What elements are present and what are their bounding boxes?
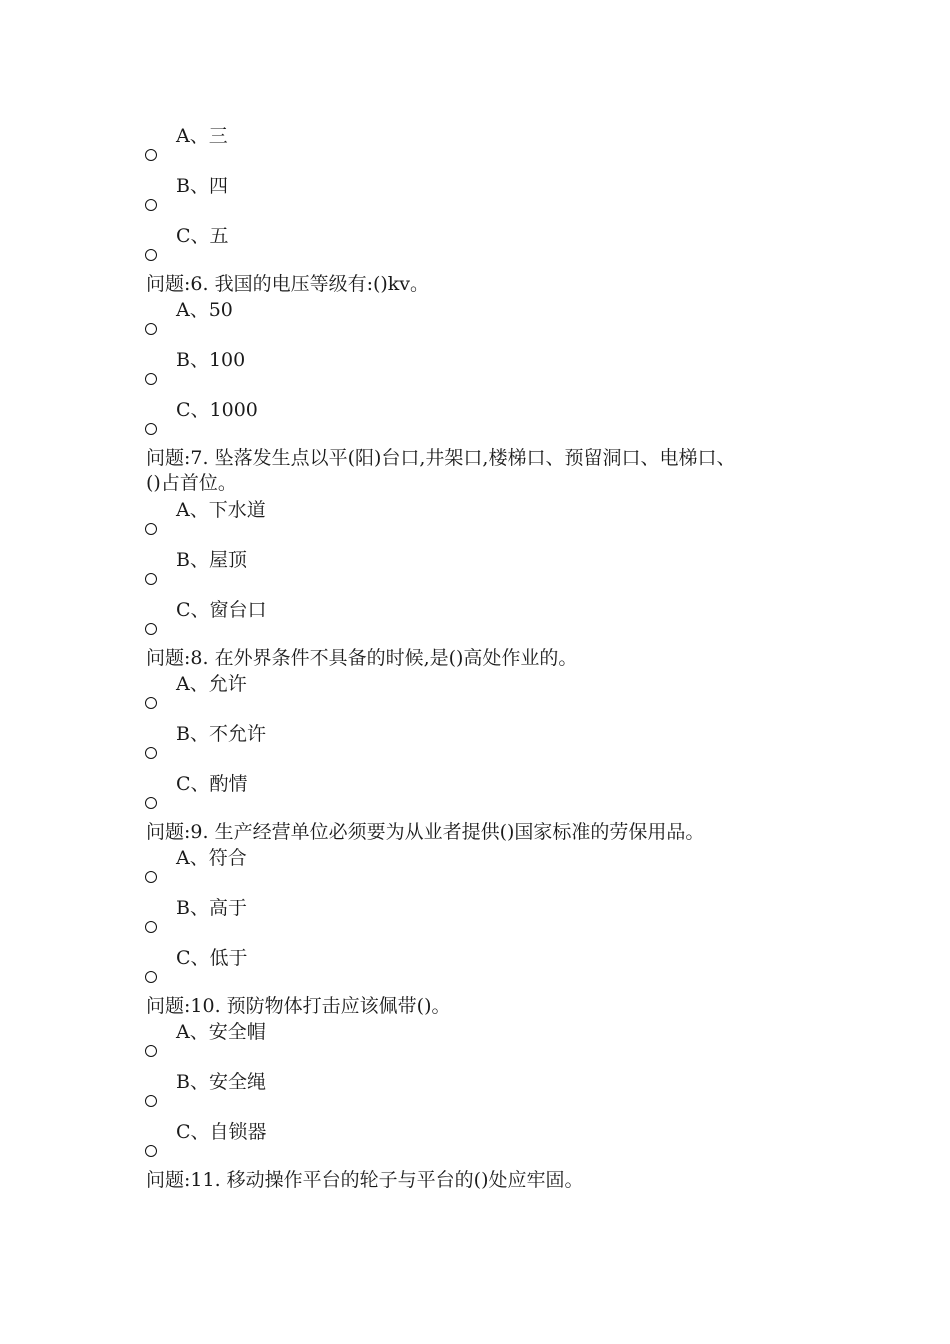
option-label: B、安全绳 bbox=[176, 1071, 266, 1093]
option-label: C、酌情 bbox=[176, 773, 248, 795]
answer-option[interactable] bbox=[0, 226, 950, 246]
radio-button[interactable] bbox=[145, 797, 157, 809]
option-label: A、50 bbox=[176, 299, 233, 321]
answer-option[interactable] bbox=[0, 500, 950, 520]
radio-button[interactable] bbox=[145, 1045, 157, 1057]
question-text: 问题:7. 坠落发生点以平(阳)台口,井架口,楼梯口、预留洞口、电梯口、 bbox=[146, 447, 736, 469]
radio-button[interactable] bbox=[145, 871, 157, 883]
question-text: 问题:8. 在外界条件不具备的时候,是()高处作业的。 bbox=[146, 647, 578, 669]
question-text-continuation: ()占首位。 bbox=[146, 472, 237, 494]
answer-option[interactable] bbox=[0, 898, 950, 918]
radio-button[interactable] bbox=[145, 423, 157, 435]
radio-button[interactable] bbox=[145, 921, 157, 933]
option-label: A、允许 bbox=[176, 673, 247, 695]
radio-button[interactable] bbox=[145, 373, 157, 385]
option-label: C、窗台口 bbox=[176, 599, 267, 621]
option-label: A、下水道 bbox=[176, 499, 266, 521]
question-text: 问题:10. 预防物体打击应该佩带()。 bbox=[146, 995, 451, 1017]
radio-button[interactable] bbox=[145, 323, 157, 335]
option-label: A、安全帽 bbox=[176, 1021, 266, 1043]
radio-button[interactable] bbox=[145, 747, 157, 759]
option-label: A、三 bbox=[176, 125, 228, 147]
radio-button[interactable] bbox=[145, 697, 157, 709]
answer-option[interactable] bbox=[0, 724, 950, 744]
answer-option[interactable] bbox=[0, 1022, 950, 1042]
question-text: 问题:9. 生产经营单位必须要为从业者提供()国家标准的劳保用品。 bbox=[146, 821, 705, 843]
answer-option[interactable] bbox=[0, 126, 950, 146]
radio-button[interactable] bbox=[145, 249, 157, 261]
answer-option[interactable] bbox=[0, 948, 950, 968]
radio-button[interactable] bbox=[145, 971, 157, 983]
answer-option[interactable] bbox=[0, 350, 950, 370]
option-label: B、四 bbox=[176, 175, 228, 197]
option-label: C、低于 bbox=[176, 947, 248, 969]
answer-option[interactable] bbox=[0, 674, 950, 694]
radio-button[interactable] bbox=[145, 1145, 157, 1157]
radio-button[interactable] bbox=[145, 1095, 157, 1107]
option-label: C、自锁器 bbox=[176, 1121, 267, 1143]
radio-button[interactable] bbox=[145, 573, 157, 585]
answer-option[interactable] bbox=[0, 550, 950, 570]
question-text: 问题:6. 我国的电压等级有:()kv。 bbox=[146, 273, 430, 295]
option-label: B、100 bbox=[176, 349, 246, 371]
option-label: C、1000 bbox=[176, 399, 258, 421]
answer-option[interactable] bbox=[0, 176, 950, 196]
option-label: A、符合 bbox=[176, 847, 247, 869]
option-label: B、高于 bbox=[176, 897, 247, 919]
answer-option[interactable] bbox=[0, 400, 950, 420]
radio-button[interactable] bbox=[145, 199, 157, 211]
option-label: C、五 bbox=[176, 225, 229, 247]
option-label: B、屋顶 bbox=[176, 549, 247, 571]
radio-button[interactable] bbox=[145, 523, 157, 535]
answer-option[interactable] bbox=[0, 300, 950, 320]
radio-button[interactable] bbox=[145, 623, 157, 635]
answer-option[interactable] bbox=[0, 848, 950, 868]
answer-option[interactable] bbox=[0, 774, 950, 794]
radio-button[interactable] bbox=[145, 149, 157, 161]
option-label: B、不允许 bbox=[176, 723, 266, 745]
question-text: 问题:11. 移动操作平台的轮子与平台的()处应牢固。 bbox=[146, 1169, 584, 1191]
answer-option[interactable] bbox=[0, 1072, 950, 1092]
answer-option[interactable] bbox=[0, 1122, 950, 1142]
answer-option[interactable] bbox=[0, 600, 950, 620]
